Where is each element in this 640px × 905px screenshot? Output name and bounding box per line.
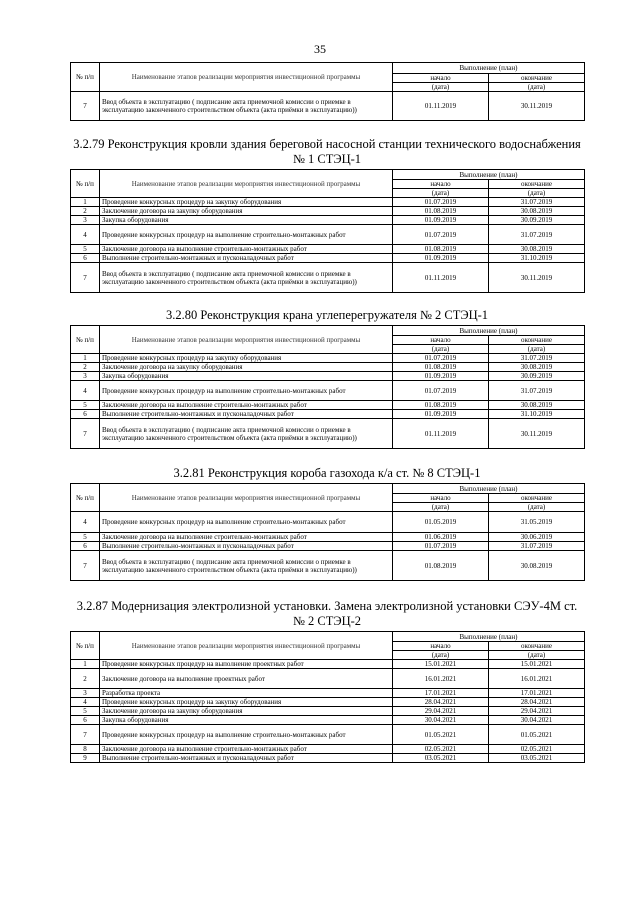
header-end: окончание: [489, 74, 585, 83]
table-row: [71, 754, 585, 763]
header-name: Наименование этапов реализации мероприятия инвестиционной программы: [100, 326, 393, 354]
header-end: окончание: [489, 642, 585, 651]
header-end-unit: (дата): [489, 503, 585, 512]
header-num: № п/п: [71, 170, 100, 198]
header-end-unit: (дата): [489, 189, 585, 198]
header-end-unit: (дата): [489, 651, 585, 660]
row-start: 01.05.2021: [393, 725, 489, 745]
header-start: начало: [393, 180, 489, 189]
row-num: 4: [71, 512, 100, 533]
header-execution: Выполнение (план): [393, 484, 585, 494]
row-start: 01.08.2019: [393, 401, 489, 410]
row-end: 02.05.2021: [489, 745, 585, 754]
row-end: 31.05.2019: [489, 512, 585, 533]
table-row: [71, 263, 585, 293]
header-end-unit: (дата): [489, 83, 585, 92]
row-start: 17.01.2021: [393, 689, 489, 698]
table-row: [71, 245, 585, 254]
table-row: [71, 551, 585, 581]
row-end: 30.08.2019: [489, 551, 585, 581]
row-name: Заключение договора на выполнение строительно-монтажных работ: [100, 745, 393, 754]
row-start: 01.09.2019: [393, 216, 489, 225]
row-name: Ввод объекта в эксплуатацию ( подписание акта приемочной комиссии о приемке в эксплуатацию законченного строительством объекта (акта приёмки в эксплуатацию)): [100, 263, 393, 293]
row-num: 4: [71, 698, 100, 707]
row-num: 3: [71, 372, 100, 381]
section-3-2-80: [70, 308, 584, 449]
table-row: [71, 419, 585, 449]
row-start: 01.09.2019: [393, 254, 489, 263]
row-start: 01.08.2019: [393, 551, 489, 581]
row-end: 31.07.2019: [489, 225, 585, 245]
row-end: 31.07.2019: [489, 198, 585, 207]
table-row: [71, 716, 585, 725]
row-end: 31.10.2019: [489, 410, 585, 419]
header-start: начало: [393, 74, 489, 83]
table-row: [71, 198, 585, 207]
row-start: 01.07.2019: [393, 354, 489, 363]
row-name: Проведение конкурсных процедур на выполнение строительно-монтажных работ: [100, 512, 393, 533]
row-start: 01.07.2019: [393, 225, 489, 245]
row-num: 3: [71, 689, 100, 698]
table-row: [71, 725, 585, 745]
row-end: 30.04.2021: [489, 716, 585, 725]
row-num: 2: [71, 669, 100, 689]
header-start-unit: (дата): [393, 189, 489, 198]
header-start-unit: (дата): [393, 83, 489, 92]
row-name: Проведение конкурсных процедур на закупку оборудования: [100, 698, 393, 707]
row-num: 6: [71, 254, 100, 263]
row-name: Выполнение строительно-монтажных и пусконаладочных работ: [100, 754, 393, 763]
row-name: Ввод объекта в эксплуатацию ( подписание акта приемочной комиссии о приемке в эксплуатацию законченного строительством объекта (акта приёмки в эксплуатацию)): [100, 419, 393, 449]
row-name: Проведение конкурсных процедур на выполнение строительно-монтажных работ: [100, 225, 393, 245]
row-num: 7: [71, 551, 100, 581]
row-start: 02.05.2021: [393, 745, 489, 754]
schedule-table: [70, 631, 585, 763]
section-title: 3.2.87 Модернизация электролизной установки. Замена электролизной установки СЭУ-4М ст. № 2 СТЭЦ-2: [76, 599, 578, 628]
header-end-unit: (дата): [489, 345, 585, 354]
row-num: 6: [71, 410, 100, 419]
header-name: Наименование этапов реализации мероприятия инвестиционной программы: [100, 632, 393, 660]
header-num: № п/п: [71, 484, 100, 512]
header-start-unit: (дата): [393, 345, 489, 354]
header-end: окончание: [489, 180, 585, 189]
row-name: Выполнение строительно-монтажных и пусконаладочных работ: [100, 410, 393, 419]
row-name: Проведение конкурсных процедур на выполнение строительно-монтажных работ: [100, 725, 393, 745]
header-num: № п/п: [71, 326, 100, 354]
table-row: [71, 707, 585, 716]
row-num: 7: [71, 419, 100, 449]
row-name: Заключение договора на закупку оборудования: [100, 207, 393, 216]
row-end: 31.07.2019: [489, 354, 585, 363]
table-row: [71, 92, 585, 121]
row-num: 1: [71, 354, 100, 363]
row-name: Закупка оборудования: [100, 372, 393, 381]
row-end: 29.04.2021: [489, 707, 585, 716]
row-name: Выполнение строительно-монтажных и пусконаладочных работ: [100, 254, 393, 263]
row-start: 01.11.2019: [393, 419, 489, 449]
header-num: № п/п: [71, 632, 100, 660]
schedule-table: [70, 62, 585, 121]
row-name: Заключение договора на выполнение строительно-монтажных работ: [100, 401, 393, 410]
row-end: 17.01.2021: [489, 689, 585, 698]
row-start: 28.04.2021: [393, 698, 489, 707]
row-num: 8: [71, 745, 100, 754]
row-name: Ввод объекта в эксплуатацию ( подписание акта приемочной комиссии о приемке в эксплуатацию законченного строительством объекта (акта приёмки в эксплуатацию)): [100, 551, 393, 581]
row-start: 01.05.2019: [393, 512, 489, 533]
header-num: № п/п: [71, 63, 100, 92]
row-num: 7: [71, 263, 100, 293]
header-execution: Выполнение (план): [393, 170, 585, 180]
row-end: 31.10.2019: [489, 254, 585, 263]
row-start: 01.07.2019: [393, 381, 489, 401]
table-row: [71, 689, 585, 698]
table-row: [71, 512, 585, 533]
section-title: 3.2.80 Реконструкция крана углеперегружателя № 2 СТЭЦ-1: [165, 308, 489, 322]
row-end: 30.08.2019: [489, 245, 585, 254]
row-num: 5: [71, 533, 100, 542]
table-row: [71, 669, 585, 689]
section-3-2-79: [70, 137, 584, 293]
table-row: [71, 216, 585, 225]
row-num: 2: [71, 363, 100, 372]
header-start-unit: (дата): [393, 651, 489, 660]
row-name: Заключение договора на выполнение строительно-монтажных работ: [100, 533, 393, 542]
row-start: 30.04.2021: [393, 716, 489, 725]
row-start: 01.09.2019: [393, 410, 489, 419]
row-start: 01.08.2019: [393, 245, 489, 254]
header-name: Наименование этапов реализации мероприятия инвестиционной программы: [100, 170, 393, 198]
section-3-2-81: [70, 466, 584, 581]
row-num: 4: [71, 225, 100, 245]
row-start: 01.07.2019: [393, 542, 489, 551]
table-row: [71, 542, 585, 551]
header-execution: Выполнение (план): [393, 632, 585, 642]
header-name: Наименование этапов реализации мероприятия инвестиционной программы: [100, 484, 393, 512]
row-num: 9: [71, 754, 100, 763]
header-execution: Выполнение (план): [393, 63, 585, 74]
row-end: 15.01.2021: [489, 660, 585, 669]
row-start: 03.05.2021: [393, 754, 489, 763]
table-row: [71, 660, 585, 669]
row-name: Разработка проекта: [100, 689, 393, 698]
row-num: 1: [71, 198, 100, 207]
row-start: 01.07.2019: [393, 198, 489, 207]
table-row: [71, 225, 585, 245]
schedule-table: [70, 325, 585, 449]
row-num: 4: [71, 381, 100, 401]
header-name: Наименование этапов реализации мероприятия инвестиционной программы: [100, 63, 393, 92]
row-start: 15.01.2021: [393, 660, 489, 669]
table-row: [71, 401, 585, 410]
row-end: 01.05.2021: [489, 725, 585, 745]
row-start: 01.09.2019: [393, 372, 489, 381]
header-end: окончание: [489, 494, 585, 503]
section-title: 3.2.81 Реконструкция короба газохода к/а ст. № 8 СТЭЦ-1: [173, 466, 481, 480]
row-name: Проведение конкурсных процедур на закупку оборудования: [100, 354, 393, 363]
row-name: Ввод объекта в эксплуатацию ( подписание акта приемочной комиссии о приемке в эксплуатацию законченного строительством объекта (акта приёмки в эксплуатацию)): [100, 92, 393, 121]
row-name: Проведение конкурсных процедур на выполнение проектных работ: [100, 660, 393, 669]
schedule-table: [70, 483, 585, 581]
row-end: 16.01.2021: [489, 669, 585, 689]
row-end: 30.08.2019: [489, 363, 585, 372]
row-end: 31.07.2019: [489, 381, 585, 401]
row-num: 7: [71, 725, 100, 745]
row-name: Закупка оборудования: [100, 216, 393, 225]
row-start: 01.08.2019: [393, 363, 489, 372]
row-end: 30.08.2019: [489, 207, 585, 216]
table-row: [71, 533, 585, 542]
table-row: [71, 410, 585, 419]
row-name: Заключение договора на выполнение строительно-монтажных работ: [100, 245, 393, 254]
row-num: 2: [71, 207, 100, 216]
header-start-unit: (дата): [393, 503, 489, 512]
header-execution: Выполнение (план): [393, 326, 585, 336]
row-num: 1: [71, 660, 100, 669]
row-name: Проведение конкурсных процедур на закупку оборудования: [100, 198, 393, 207]
table-row: [71, 254, 585, 263]
row-end: 30.08.2019: [489, 401, 585, 410]
row-end: 30.11.2019: [489, 419, 585, 449]
row-end: 30.11.2019: [489, 92, 585, 121]
row-num: 5: [71, 245, 100, 254]
header-start: начало: [393, 642, 489, 651]
page-number: 35: [314, 42, 326, 56]
row-end: 28.04.2021: [489, 698, 585, 707]
row-name: Заключение договора на закупку оборудования: [100, 363, 393, 372]
header-start: начало: [393, 336, 489, 345]
row-end: 30.09.2019: [489, 372, 585, 381]
row-name: Заключение договора на закупку оборудования: [100, 707, 393, 716]
schedule-table: [70, 169, 585, 293]
row-start: 01.11.2019: [393, 92, 489, 121]
table-row: [71, 745, 585, 754]
row-end: 30.06.2019: [489, 533, 585, 542]
row-num: 6: [71, 542, 100, 551]
row-start: 01.08.2019: [393, 207, 489, 216]
table-row: [71, 207, 585, 216]
row-name: Закупка оборудования: [100, 716, 393, 725]
table-row: [71, 363, 585, 372]
row-name: Выполнение строительно-монтажных и пусконаладочных работ: [100, 542, 393, 551]
table-row: [71, 354, 585, 363]
row-name: Заключение договора на выполнение проектных работ: [100, 669, 393, 689]
row-end: 30.11.2019: [489, 263, 585, 293]
table-row: [71, 372, 585, 381]
row-start: 16.01.2021: [393, 669, 489, 689]
row-end: 03.05.2021: [489, 754, 585, 763]
row-name: Проведение конкурсных процедур на выполнение строительно-монтажных работ: [100, 381, 393, 401]
table-row: [71, 698, 585, 707]
row-num: 5: [71, 401, 100, 410]
section-title: 3.2.79 Реконструкция кровли здания береговой насосной станции технического водоснабжения № 1 СТЭЦ-1: [73, 137, 581, 166]
row-start: 01.06.2019: [393, 533, 489, 542]
header-end: окончание: [489, 336, 585, 345]
section-3-2-87: [70, 599, 584, 763]
row-start: 01.11.2019: [393, 263, 489, 293]
row-num: 5: [71, 707, 100, 716]
row-num: 7: [71, 92, 100, 121]
table-row: [71, 381, 585, 401]
row-num: 3: [71, 216, 100, 225]
header-start: начало: [393, 494, 489, 503]
row-start: 29.04.2021: [393, 707, 489, 716]
row-end: 31.07.2019: [489, 542, 585, 551]
row-num: 6: [71, 716, 100, 725]
row-end: 30.09.2019: [489, 216, 585, 225]
section-continuation: [70, 62, 584, 121]
